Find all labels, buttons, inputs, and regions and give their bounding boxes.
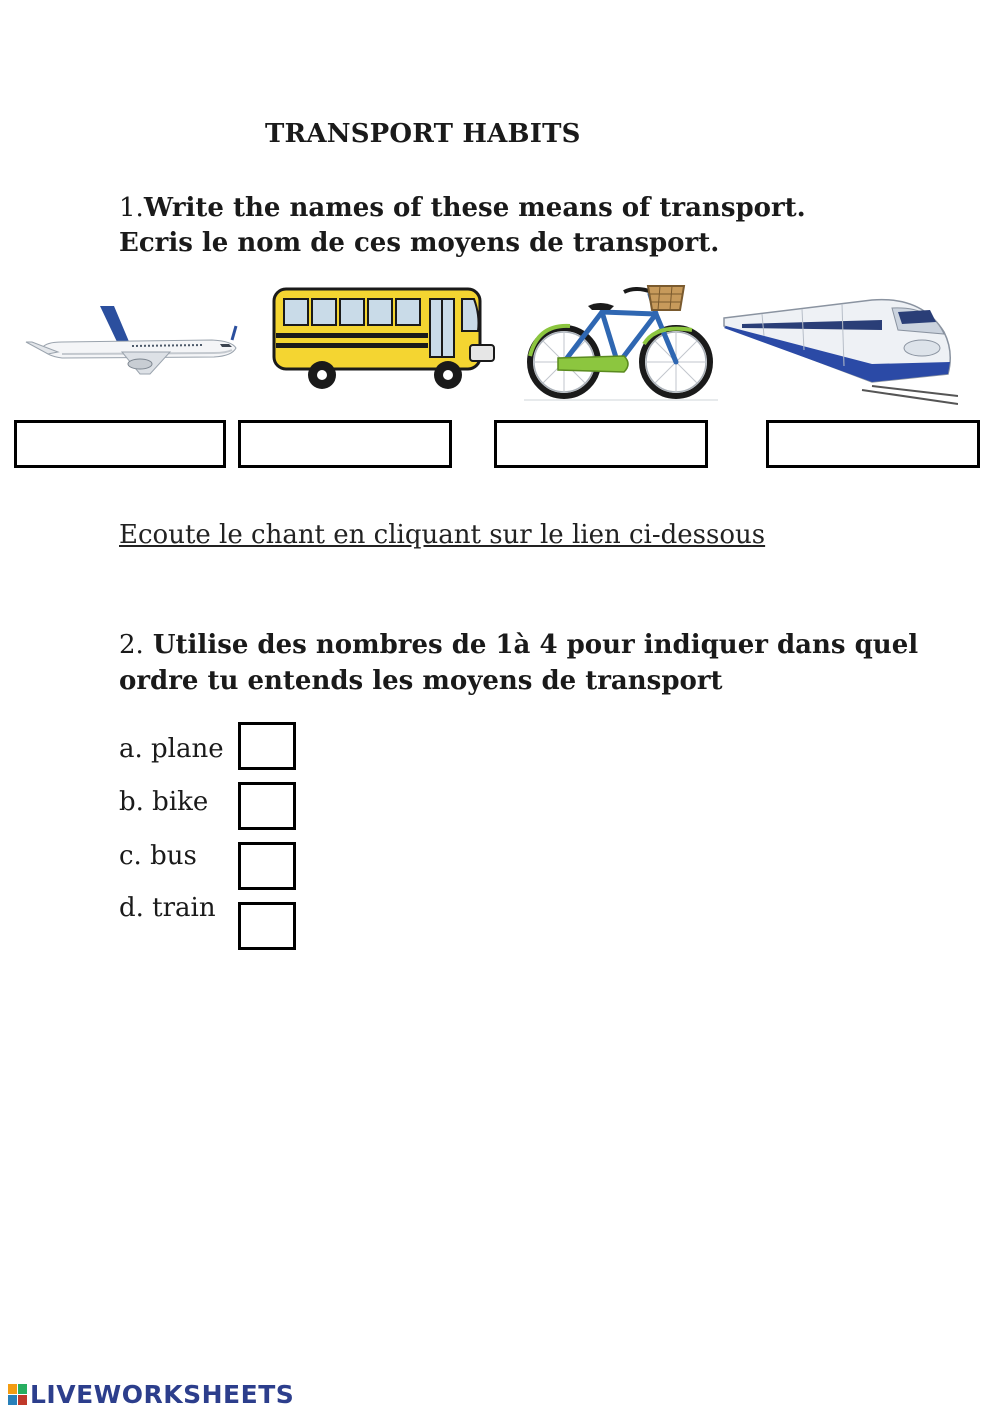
question-2-line-2: ordre tu entends les moyens de transport [119, 666, 723, 696]
page-title: TRANSPORT HABITS [265, 119, 581, 149]
question-1-french: Ecris le nom de ces moyens de transport. [119, 228, 720, 258]
train-icon [722, 286, 958, 408]
answer-input-plane[interactable] [14, 420, 226, 468]
liveworksheets-logo-icon [8, 1384, 28, 1406]
answer-input-bike[interactable] [494, 420, 708, 468]
question-2 [119, 627, 918, 699]
order-input-bus[interactable] [238, 842, 296, 890]
order-input-train[interactable] [238, 902, 296, 950]
plane-icon [22, 300, 238, 380]
order-item-label: d. train [119, 893, 216, 923]
answer-input-train[interactable] [766, 420, 980, 468]
question-1-english: Write the names of these means of transport. [143, 193, 806, 223]
question-2-number: 2. [119, 630, 144, 660]
question-2-line-1: Utilise des nombres de 1à 4 pour indiquer dans quel [152, 630, 919, 660]
order-item-label: b. bike [119, 787, 209, 817]
bus-icon [270, 285, 498, 393]
order-input-plane[interactable] [238, 722, 296, 770]
bike-icon [524, 272, 718, 404]
question-1 [119, 191, 806, 261]
order-item-label: a. plane [119, 734, 224, 764]
song-link[interactable]: Ecoute le chant en cliquant sur le lien ci-dessous [119, 520, 766, 550]
question-1-number: 1. [119, 193, 144, 223]
order-item-label: c. bus [119, 841, 197, 871]
brand-name: LIVEWORKSHEETS [30, 1380, 295, 1409]
answer-input-bus[interactable] [238, 420, 452, 468]
order-input-bike[interactable] [238, 782, 296, 830]
